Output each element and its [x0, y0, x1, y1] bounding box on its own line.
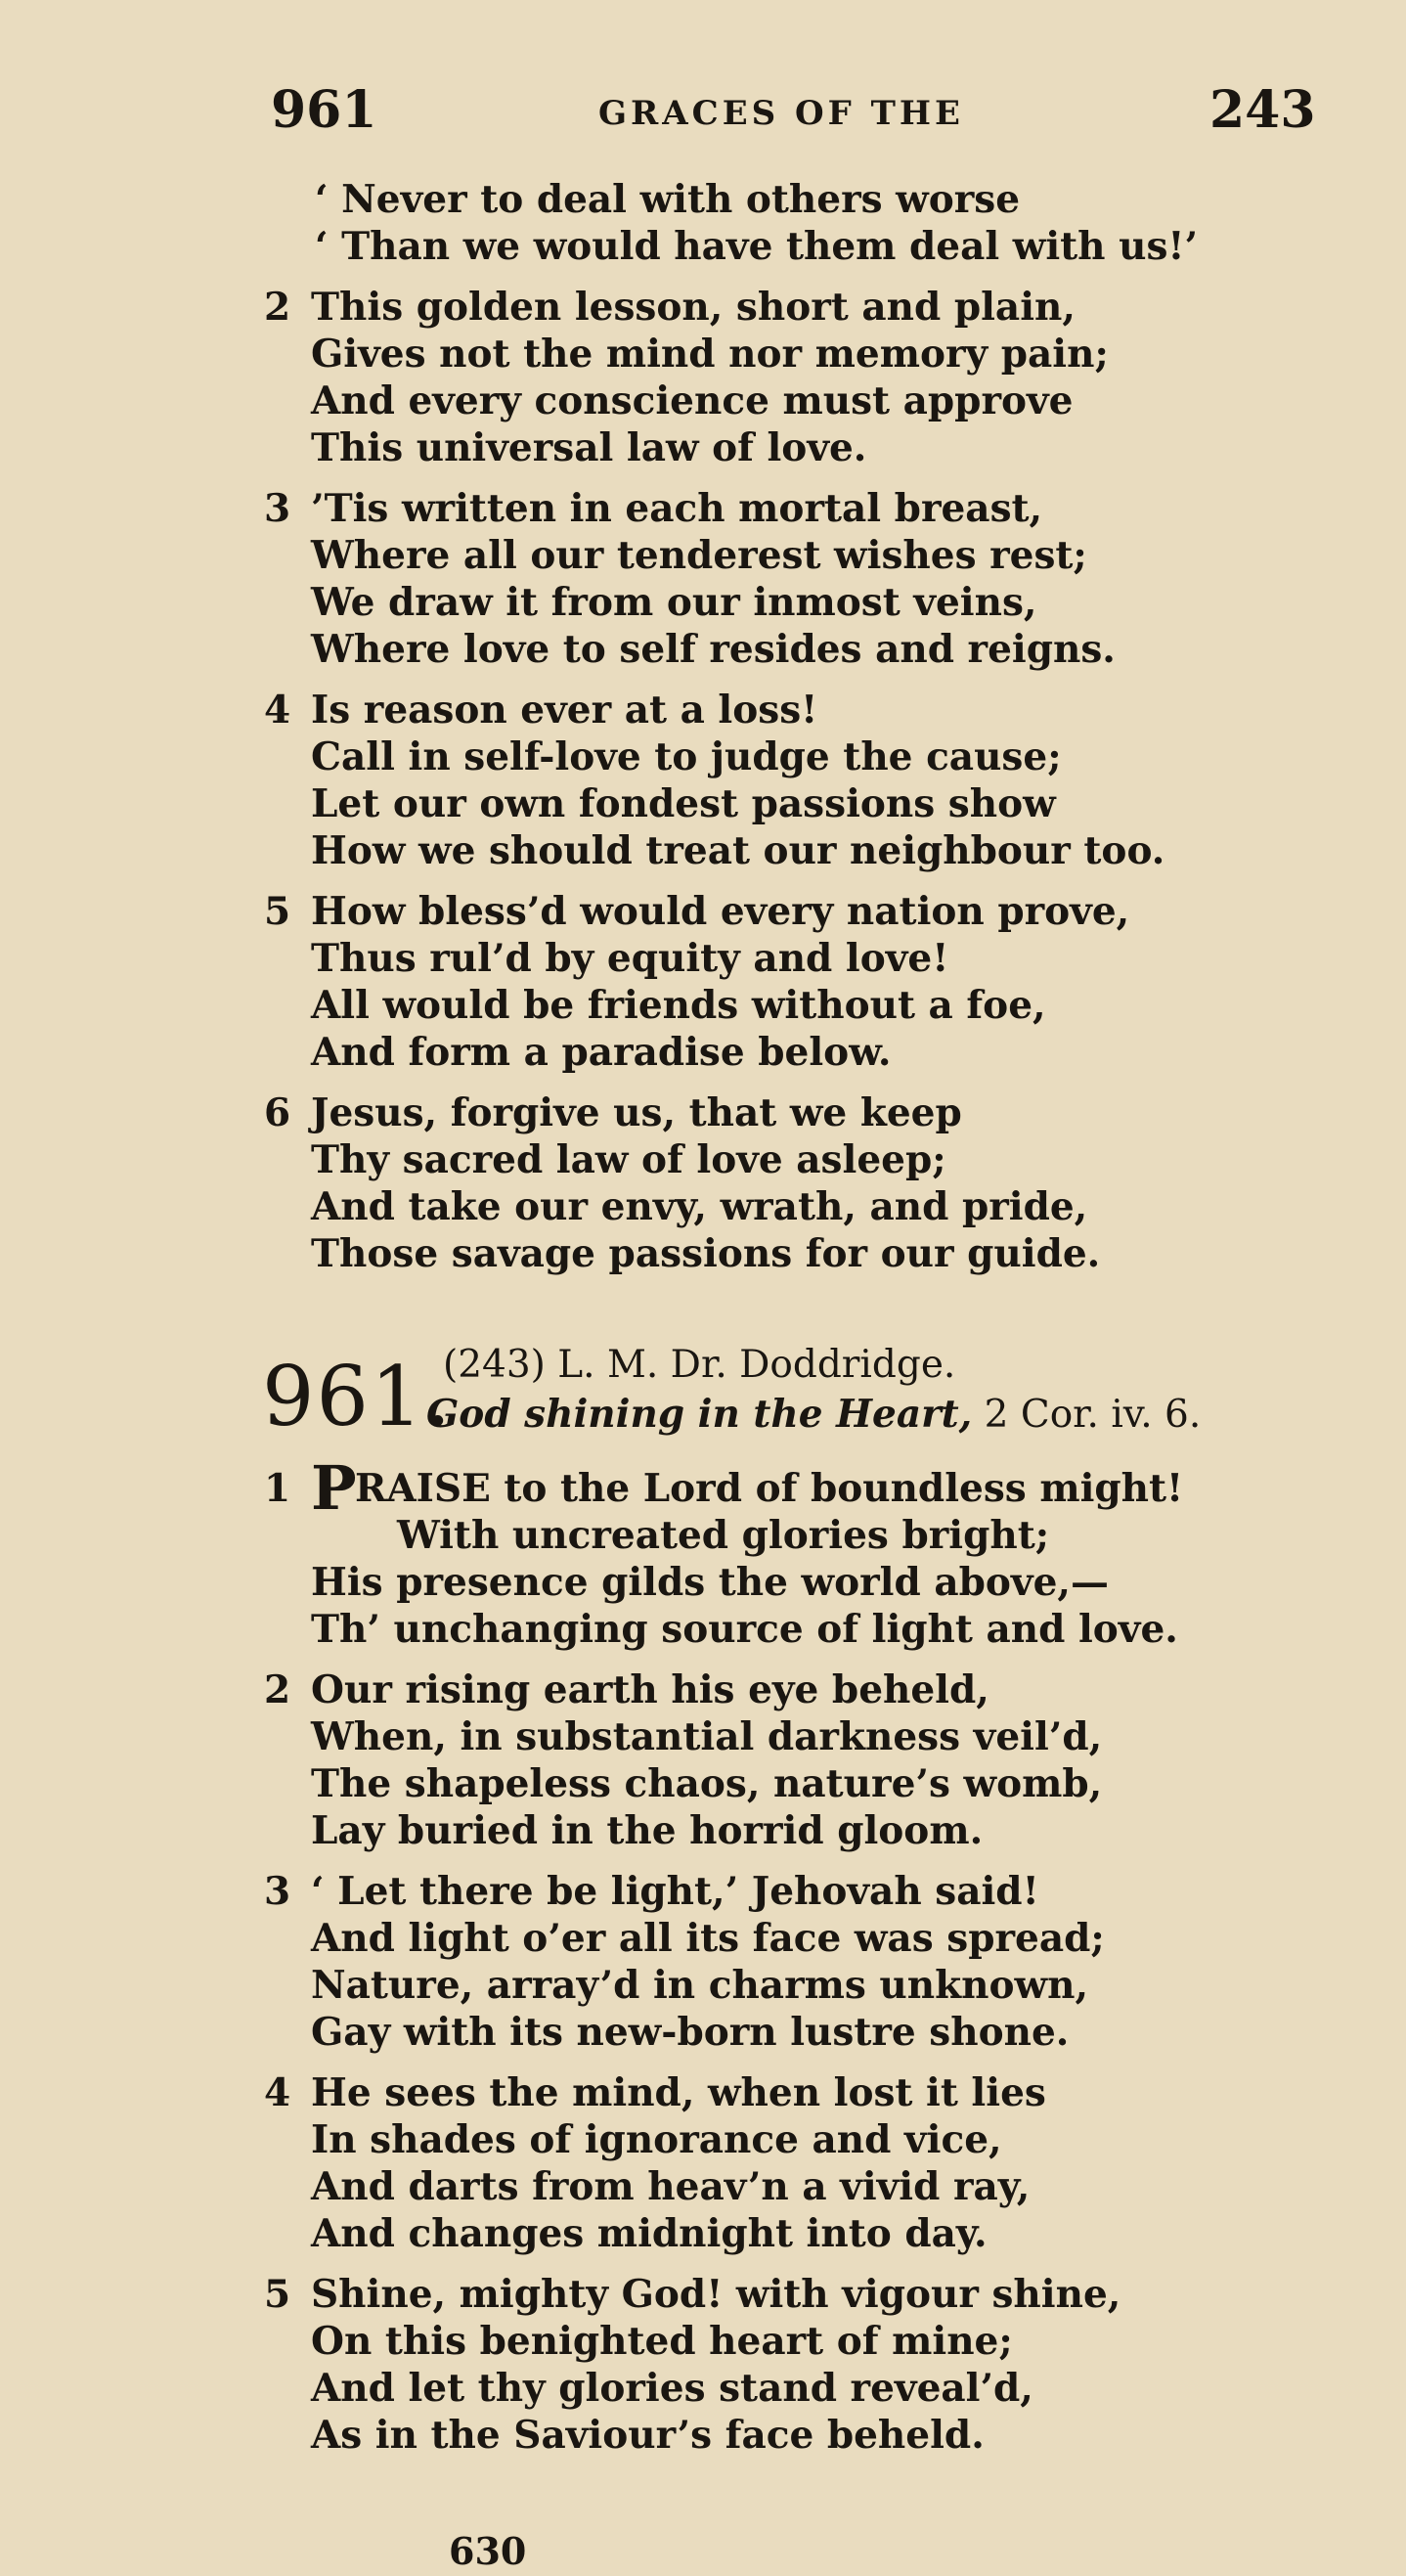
verse-line: All would be friends without a foe, — [311, 983, 1046, 1028]
verse-line: And take our envy, wrath, and pride, — [311, 1184, 1088, 1229]
verse-line: Gives not the mind nor memory pain; — [311, 332, 1109, 377]
verse-line: In shades of ignorance and vice, — [311, 2117, 1002, 2162]
header-old-number: 243 — [1209, 80, 1316, 140]
hymn-continuation — [0, 176, 1406, 1291]
stanza-number: 5 — [264, 2272, 291, 2317]
page-number: 630 — [449, 2529, 527, 2573]
verse-line: And changes midnight into day. — [311, 2211, 988, 2256]
stanza — [0, 1452, 1406, 1653]
stanza — [0, 284, 1406, 471]
verse-line: And darts from heav’n a vivid ray, — [311, 2164, 1031, 2209]
verse-line: Nature, array’d in charms unknown, — [311, 1963, 1089, 2008]
hymn-961 — [0, 1452, 1406, 2472]
verse-line: And form a paradise below. — [311, 1030, 892, 1075]
verse-line: Lay buried in the horrid gloom. — [311, 1808, 984, 1853]
verse-line: Where love to self resides and reigns. — [311, 627, 1116, 672]
verse-line: 2 This golden lesson, short and plain, — [264, 285, 1076, 330]
stanza — [0, 485, 1406, 673]
verse-line: His presence gilds the world above,— — [311, 1560, 1109, 1605]
stanza-number: 3 — [264, 486, 291, 531]
verse-line: We draw it from our inmost veins, — [311, 580, 1037, 625]
verse-line: 3 ‘ Let there be light,’ Jehovah said! — [264, 1869, 1039, 1914]
verse-line: How we should treat our neighbour too. — [311, 828, 1165, 873]
verse-line: Let our own fondest passions show — [311, 781, 1056, 826]
verse-line: 4 Is reason ever at a loss! — [264, 688, 818, 733]
drop-cap: P — [311, 1452, 357, 1524]
verse-line: And every conscience must approve — [311, 378, 1074, 423]
hymn-title: God shining in the Heart, 2 Cor. iv. 6. — [426, 1392, 1202, 1437]
verse-line: 2 Our rising earth his eye beheld, — [264, 1667, 989, 1712]
verse-line: Thy sacred law of love asleep; — [311, 1137, 946, 1182]
hymn-number: 961. — [262, 1349, 454, 1444]
verse-line: Th’ unchanging source of light and love. — [311, 1607, 1178, 1652]
stanza-number: 3 — [264, 1869, 291, 1914]
verse-line: This universal law of love. — [311, 425, 867, 470]
stanza-number: 4 — [264, 688, 291, 733]
verse-line: On this benighted heart of mine; — [311, 2319, 1013, 2364]
scripture-reference: 2 Cor. iv. 6. — [972, 1393, 1202, 1437]
verse-line: Gay with its new-born lustre shone. — [311, 2010, 1070, 2055]
stanza — [0, 2069, 1406, 2257]
verse-line: And light o’er all its face was spread; — [311, 1916, 1105, 1961]
verse-line: As in the Saviour’s face beheld. — [311, 2413, 985, 2458]
stanza — [0, 888, 1406, 1076]
verse-line: 4 He sees the mind, when lost it lies — [264, 2070, 1046, 2115]
stanza — [0, 1666, 1406, 1854]
stanza-number: 1 — [264, 1466, 291, 1511]
verse-line: Thus rul’d by equity and love! — [311, 936, 949, 981]
stanza — [0, 687, 1406, 874]
stanza-number: 6 — [264, 1090, 291, 1135]
header-hymn-number: 961 — [271, 80, 377, 140]
verse-line: 5 How bless’d would every nation prove, — [264, 889, 1130, 934]
verse-line: 3 ’Tis written in each mortal breast, — [264, 486, 1043, 531]
verse-line: With uncreated glories bright; — [397, 1513, 1050, 1558]
header-running-title: GRACES OF THE — [598, 94, 964, 133]
verse-line: And let thy glories stand reveal’d, — [311, 2366, 1033, 2411]
stanza-number: 4 — [264, 2070, 291, 2115]
verse-line: Where all our tenderest wishes rest; — [311, 533, 1087, 578]
hymn-meta: (243) L. M. Dr. Doddridge. — [443, 1343, 956, 1387]
verse-line: Call in self-love to judge the cause; — [311, 734, 1062, 779]
verse-line: When, in substantial darkness veil’d, — [311, 1714, 1103, 1759]
stanza — [0, 1089, 1406, 1277]
verse-line: The shapeless chaos, nature’s womb, — [311, 1761, 1103, 1806]
stanza-number: 2 — [264, 285, 291, 330]
stanza-number: 2 — [264, 1667, 291, 1712]
verse-line: ‘ Than we would have them deal with us!’ — [315, 224, 1199, 269]
stanza-number: 5 — [264, 889, 291, 934]
stanza — [0, 2271, 1406, 2459]
running-header — [0, 80, 1406, 149]
verse-line: 5 Shine, mighty God! with vigour shine, — [264, 2272, 1121, 2317]
verse-line: 1 P RAISE to the Lord of boundless might! — [264, 1452, 1184, 1524]
hymn-heading — [0, 1342, 1406, 1449]
verse-line: 6 Jesus, forgive us, that we keep — [264, 1090, 962, 1135]
stanza — [0, 176, 1406, 270]
verse-line: Those savage passions for our guide. — [311, 1231, 1101, 1276]
verse-line: ‘ Never to deal with others worse — [315, 177, 1021, 222]
stanza — [0, 1868, 1406, 2056]
